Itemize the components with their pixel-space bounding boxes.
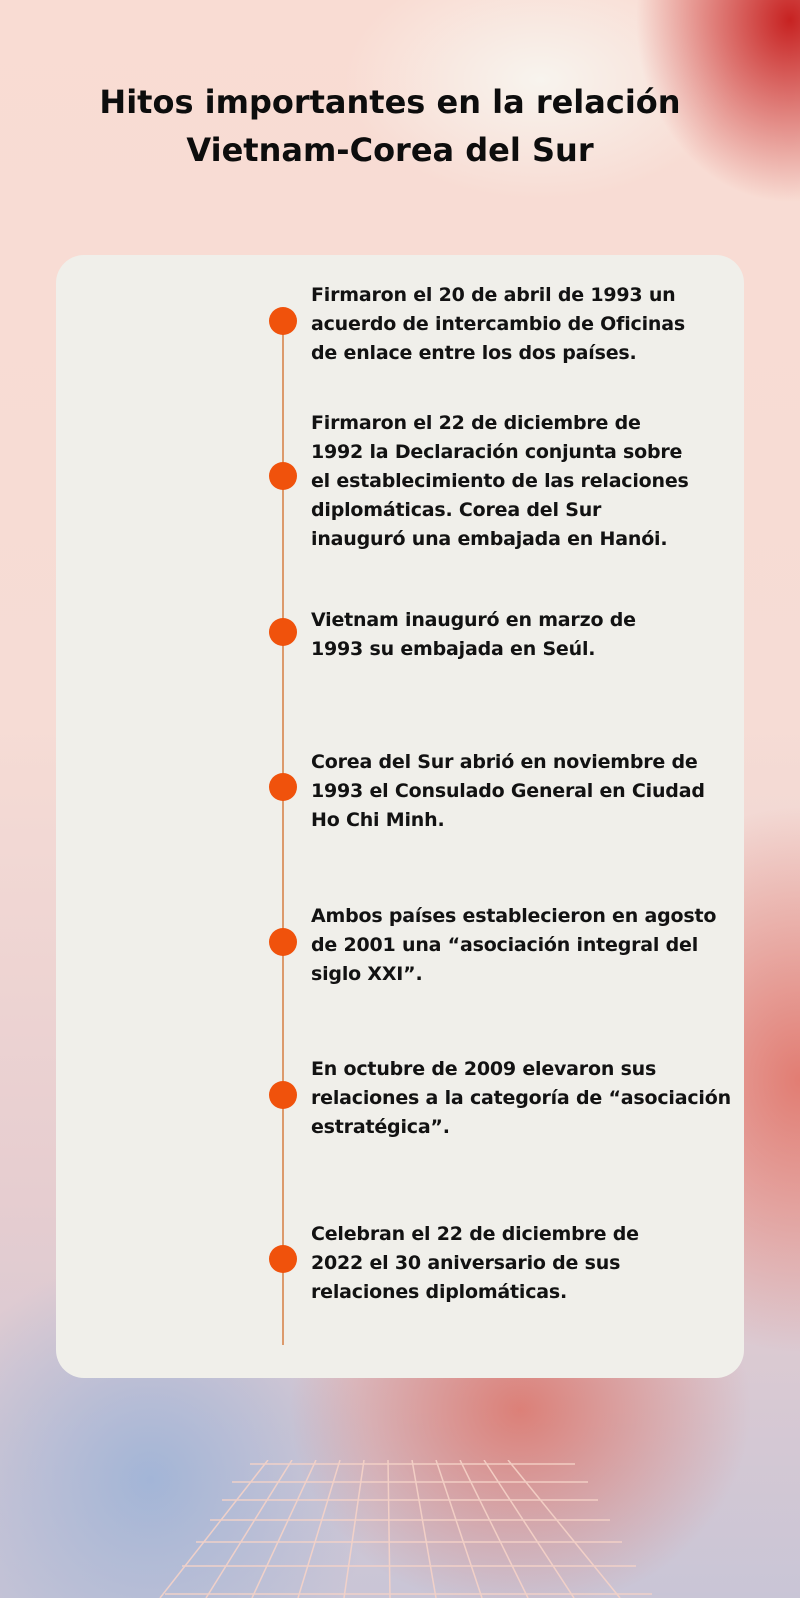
- timeline-event-7: Celebran el 22 de diciembre de 2022 el 30 aniversario de sus relaciones diplomáticas.: [311, 1223, 639, 1303]
- timeline-event-1: Firmaron el 20 de abril de 1993 un acuerdo de intercambio de Oficinas de enlace entre los dos países.: [311, 284, 685, 364]
- timeline-marker-6: [269, 1081, 297, 1109]
- timeline-event-4: Corea del Sur abrió en noviembre de 1993 el Consulado General en Ciudad Ho Chi Minh.: [311, 751, 705, 831]
- page-title: [60, 78, 720, 174]
- title-line-2: Vietnam-Corea del Sur: [186, 131, 594, 169]
- timeline-marker-2: [269, 462, 297, 490]
- title-line-1: Hitos importantes en la relación: [99, 83, 681, 121]
- timeline-marker-7: [269, 1245, 297, 1273]
- timeline-marker-1: [269, 307, 297, 335]
- timeline-event-2: Firmaron el 22 de diciembre de 1992 la Declaración conjunta sobre el establecimiento de las relaciones diplomáticas. Corea del Sur inauguró una embajada en Hanói.: [311, 412, 689, 550]
- timeline-event-3: Vietnam inauguró en marzo de 1993 su embajada en Seúl.: [311, 609, 636, 660]
- timeline-marker-3: [269, 618, 297, 646]
- timeline-marker-5: [269, 928, 297, 956]
- timeline-event-5: Ambos países establecieron en agosto de 2001 una “asociación integral del siglo XXI”.: [311, 905, 717, 985]
- timeline-event-6: En octubre de 2009 elevaron sus relaciones a la categoría de “asociación estratégica”.: [311, 1058, 731, 1138]
- decorative-grid: [0, 1460, 800, 1598]
- timeline-marker-4: [269, 773, 297, 801]
- timeline-card: [56, 255, 744, 1378]
